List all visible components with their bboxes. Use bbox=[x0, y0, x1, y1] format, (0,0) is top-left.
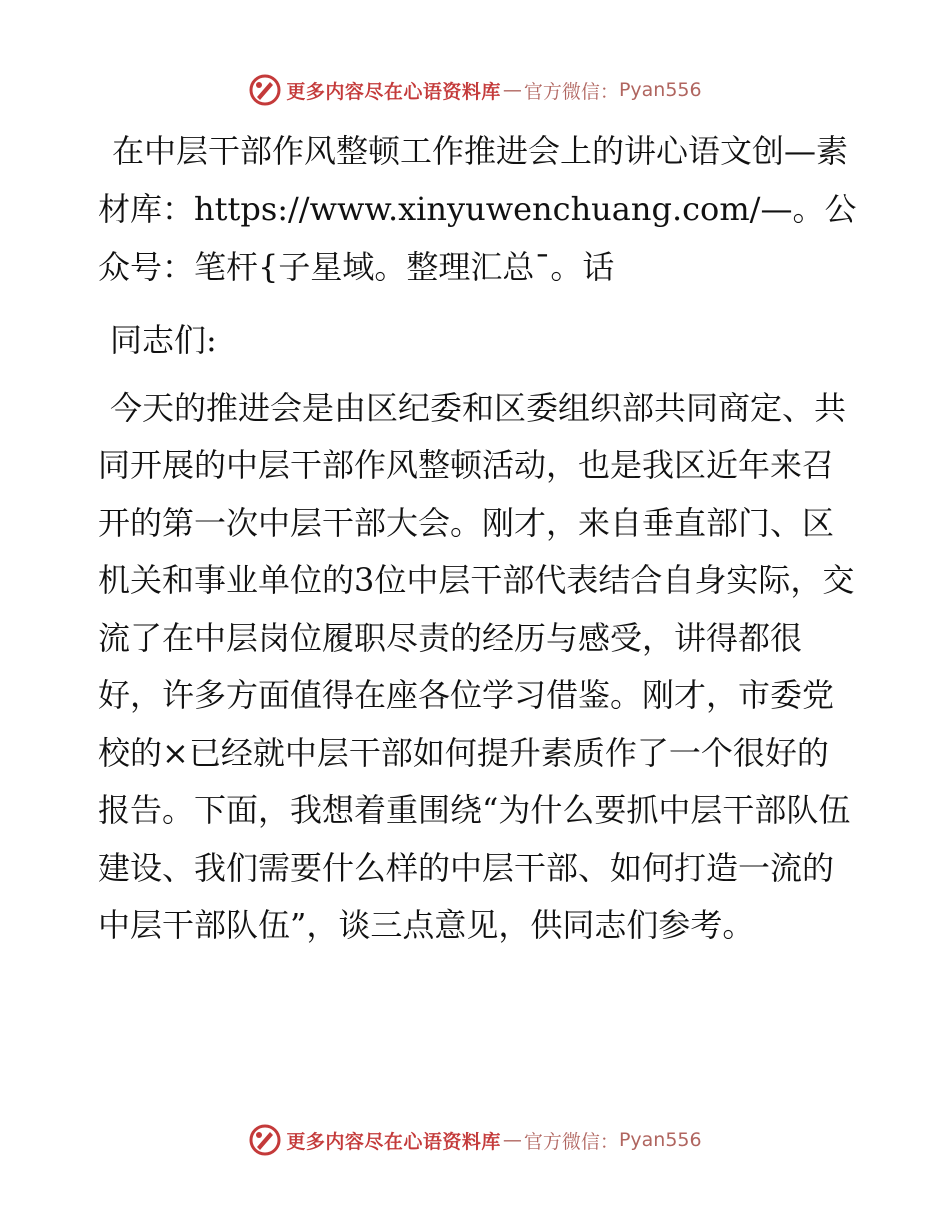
banner-contact-label: 官方微信： bbox=[523, 80, 619, 103]
document-title: 在中层干部作风整顿工作推进会上的讲心语文创—素材库：https://www.xinyuwenchuang.com/—。公众号：笔杆{子星域。整理汇总¯。话 bbox=[98, 132, 857, 286]
footer-separator: — bbox=[502, 1129, 522, 1151]
footer-contact-label: 官方微信： bbox=[523, 1130, 619, 1153]
quill-logo-icon bbox=[248, 73, 282, 107]
footer-banner bbox=[0, 1120, 950, 1160]
body-paragraph: 今天的推进会是由区纪委和区委组织部共同商定、共同开展的中层干部作风整顿活动，也是我区近年来召开的第一次中层干部大会。刚才，来自垂直部门、区机关和事业单位的3位中层干部代表结合自身实际，交流了在中层岗位履职尽责的经历与感受，讲得都很好，许多方面值得在座各位学习借鉴。刚才，市委党校的×已经就中层干部如何提升素质作了一个很好的报告。下面，我想着重围绕“为什么要抓中层干部队伍建设、我们需要什么样的中层干部、如何打造一流的中层干部队伍”，谈三点意见，供同志们参考。 bbox=[98, 388, 855, 944]
footer-contact-id: Pyan556 bbox=[618, 1129, 702, 1151]
quill-logo-icon bbox=[248, 1123, 282, 1157]
banner-separator: — bbox=[502, 79, 522, 101]
header-banner bbox=[0, 70, 950, 110]
footer-site-text: 更多内容尽在心语资料库 bbox=[286, 1130, 501, 1153]
salutation: 同志们: bbox=[110, 321, 217, 359]
banner-contact-id: Pyan556 bbox=[618, 79, 702, 101]
document-body bbox=[98, 122, 858, 955]
banner-site-text: 更多内容尽在心语资料库 bbox=[286, 80, 501, 103]
